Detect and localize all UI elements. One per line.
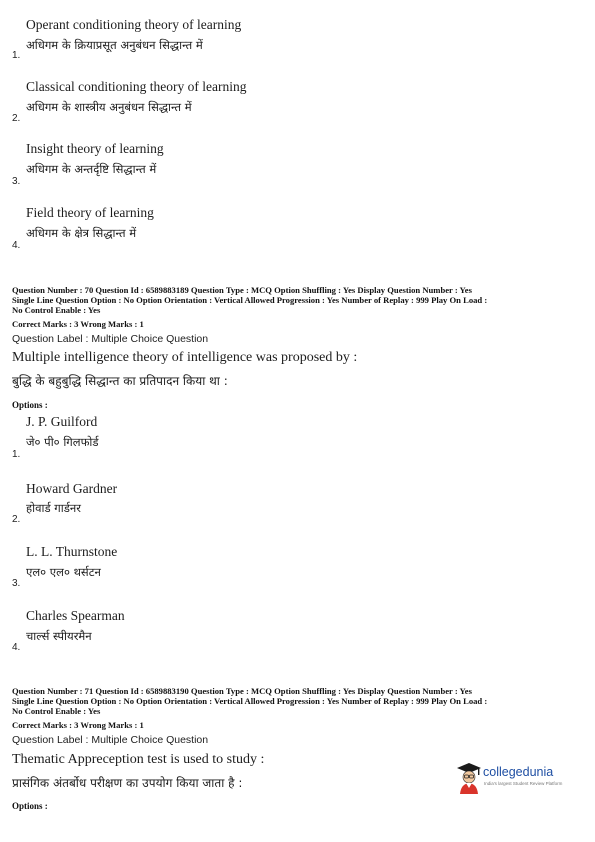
option-text-en: Operant conditioning theory of learning [26, 17, 242, 32]
option-number: 1. [12, 50, 21, 61]
option-text-en: L. L. Thurnstone [26, 544, 118, 559]
question-text-en: Multiple intelligence theory of intelligence was proposed by : [12, 350, 358, 365]
brand-tagline: India's largest Student Review Platform [484, 781, 563, 786]
question-label: Question Label : Multiple Choice Question [12, 333, 209, 345]
option-number: 4. [12, 240, 21, 251]
option-number: 3. [12, 578, 21, 589]
option-text-en: Field theory of learning [26, 205, 154, 220]
question-meta-line: No Control Enable : Yes [12, 305, 101, 315]
option-text-en: Classical conditioning theory of learning [26, 79, 247, 94]
question-text-hi: बुद्धि के बहुबुद्धि सिद्धान्त का प्रतिपादन किया था : [12, 374, 228, 388]
question-meta-line: Single Line Question Option : No Option Orientation : Vertical Allowed Progression : Yes Number of Replay : 999 Play On Load : [12, 696, 488, 706]
option-text-hi: होवार्ड गार्डनर [26, 501, 81, 515]
question-text-en: Thematic Appreception test is used to study : [12, 752, 265, 767]
question-meta-line: Question Number : 71 Question Id : 6589883190 Question Type : MCQ Option Shuffling : Yes Display Question Number : Yes [12, 686, 472, 696]
question-marks: Correct Marks : 3 Wrong Marks : 1 [12, 319, 144, 329]
option-text-en: Howard Gardner [26, 481, 118, 496]
options-heading: Options : [12, 400, 48, 410]
option-text-hi: अधिगम के अन्तर्दृष्टि सिद्धान्त में [26, 162, 157, 176]
option-text-hi: चार्ल्स स्पीयरमैन [26, 629, 92, 643]
option-text-en: Insight theory of learning [26, 141, 164, 156]
options-heading: Options : [12, 801, 48, 811]
question-meta-line: Question Number : 70 Question Id : 6589883189 Question Type : MCQ Option Shuffling : Yes Display Question Number : Yes [12, 285, 472, 295]
option-number: 4. [12, 642, 21, 653]
option-text-hi: अधिगम के शास्त्रीय अनुबंधन सिद्धान्त में [26, 100, 192, 114]
option-text-en: J. P. Guilford [26, 414, 98, 429]
question-meta-line: No Control Enable : Yes [12, 706, 101, 716]
question-meta-line: Single Line Question Option : No Option Orientation : Vertical Allowed Progression : Yes Number of Replay : 999 Play On Load : [12, 295, 488, 305]
question-text-hi: प्रासंगिक अंतर्बोध परीक्षण का उपयोग किया जाता है : [12, 776, 243, 790]
collegedunia-watermark [456, 759, 576, 797]
student-mascot-icon [456, 761, 482, 795]
option-text-hi: जे० पी० गिलफोर्ड [26, 435, 99, 449]
option-text-hi: अधिगम के क्रियाप्रसूत अनुबंधन सिद्धान्त में [26, 38, 203, 52]
option-text-hi: अधिगम के क्षेत्र सिद्धान्त में [26, 226, 137, 240]
option-text-hi: एल० एल० थर्सटन [26, 565, 101, 579]
question-marks: Correct Marks : 3 Wrong Marks : 1 [12, 720, 144, 730]
question-label: Question Label : Multiple Choice Question [12, 734, 209, 746]
option-number: 3. [12, 176, 21, 187]
option-number: 1. [12, 449, 21, 460]
option-number: 2. [12, 113, 21, 124]
brand-name: collegedunia [483, 765, 554, 779]
option-number: 2. [12, 514, 21, 525]
option-text-en: Charles Spearman [26, 608, 125, 623]
